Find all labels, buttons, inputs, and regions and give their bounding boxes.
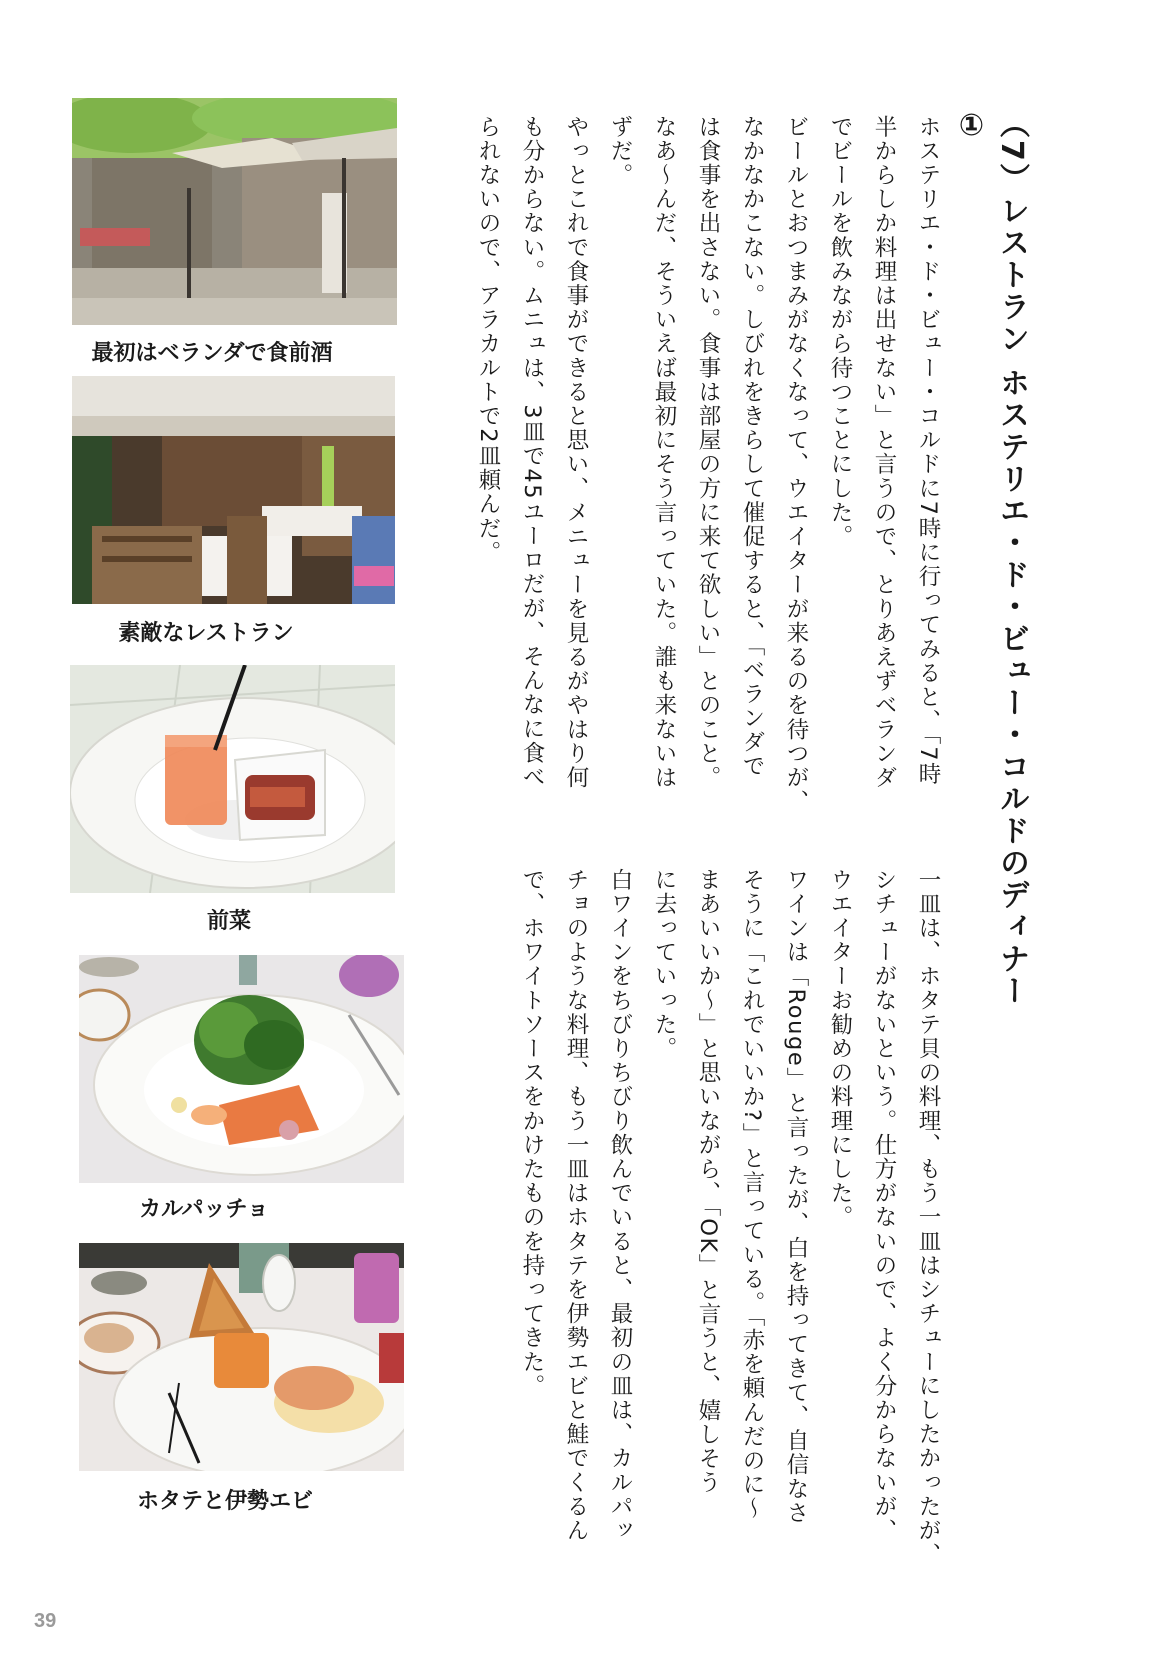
photo-caption: ホタテと伊勢エビ xyxy=(136,1489,313,1514)
photo-caption: 最初はベランダで食前酒 xyxy=(91,341,333,366)
photo-caption: カルパッチョ xyxy=(139,1197,269,1222)
photo-appetizer xyxy=(70,665,395,893)
body-text-lower: 一皿は、ホタテ貝の料理、もう一皿はシチューにしたかったが、 シチューがないという。仕方がないので、よく分からないが、 ウエイターお勧めの料理にした。 ワインは「Rouge」と言ったが、白を持ってきて、自信なさ そうに「これでいいか?」と言っている。「赤を頼んだのに〜 まあいいか〜」と思いながら、「OK」と言うと、嬉しそう に去っていった。 白ワインをちびりちびり飲んでいると、最初の皿は、カルパッ チョのような料理、もう一皿はホタテを伊勢エビと鮭でくるん で、ホワイトソースをかけたものを持ってきた。 xyxy=(519,868,941,1567)
photo-caption: 素敵なレストラン xyxy=(118,621,294,646)
page-number: 39 xyxy=(34,1610,57,1632)
photo-veranda xyxy=(72,98,397,325)
photo-carpaccio xyxy=(79,955,404,1183)
body-text-upper: ホステリエ・ド・ビュー・コルドに7時に行ってみると、「7時 半からしか料理は出せない」と言うので、とりあえずベランダ でビールを飲みながら待つことにした。 ビールとおつまみがなくなって、ウエイターが来るのを待つが、 なかなかこない。しびれをきらして催促すると、「ベランダで は食事を出さない。食事は部屋の方に来て欲しい」とのこと。 なあ〜んだ、そういえば最初にそう言っていた。誰も来ないは ずだ。 やっとこれで食事ができると思い、メニューを見るがやはり何 も分からない。ムニュは、3皿で45ユーロだが、そんなに食べ られないので、アラカルトで2皿頼んだ。 xyxy=(475,115,941,814)
page-title: （7）レストラン ホステリエ・ド・ビュー・コルドのディナー① xyxy=(954,108,1029,1008)
photo-scallop-lobster xyxy=(79,1243,404,1471)
photo-restaurant xyxy=(72,376,395,604)
photo-caption: 前菜 xyxy=(206,909,251,934)
